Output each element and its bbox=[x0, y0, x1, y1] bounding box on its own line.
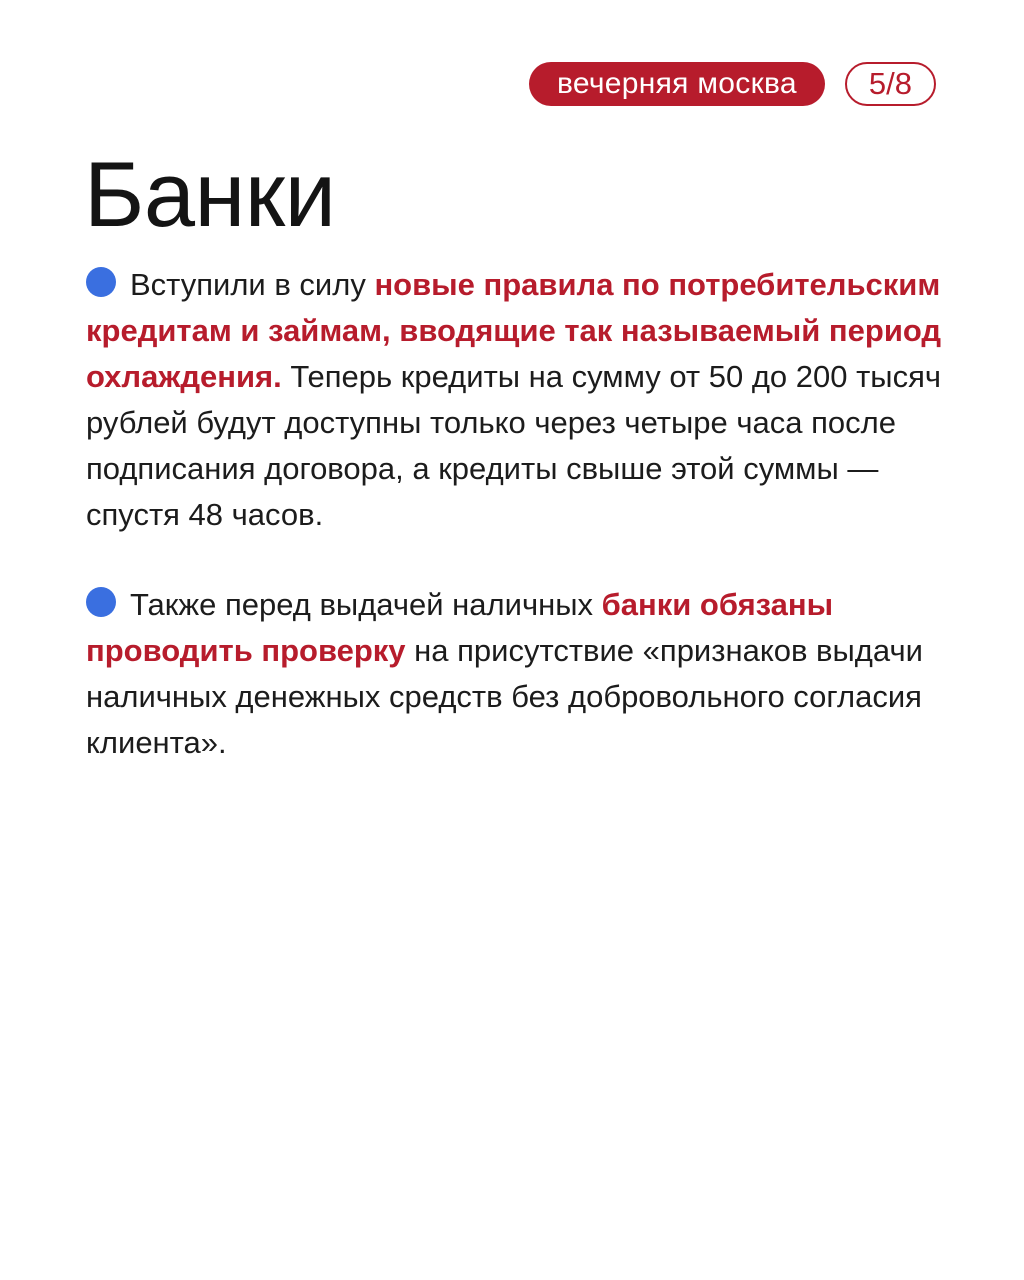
paragraph-highlight: новые правила по потребительским кредитам и займам, вводящие так называемый период охлаждения. bbox=[86, 267, 942, 394]
blue-dot-icon bbox=[86, 267, 116, 297]
page-title: Банки bbox=[84, 144, 336, 246]
paragraph-text-after: на присутствие «признаков выдачи наличных денежных средств без добровольного согласия клиента». bbox=[86, 633, 923, 760]
paragraph-text-before: Вступили в силу bbox=[130, 267, 375, 302]
page-counter: 5/8 bbox=[845, 62, 936, 106]
header bbox=[529, 62, 936, 106]
paragraph-cash-check bbox=[86, 582, 956, 766]
paragraph-cooling-period bbox=[86, 262, 956, 538]
paragraph-highlight: банки обязаны проводить проверку bbox=[86, 587, 834, 668]
brand-badge: вечерняя москва bbox=[529, 62, 825, 106]
content bbox=[86, 262, 956, 766]
paragraph-text-before: Также перед выдачей наличных bbox=[130, 587, 602, 622]
paragraph-text-after: Теперь кредиты на сумму от 50 до 200 тысяч рублей будут доступны только через четыре часа после подписания договора, а кредиты свыше этой суммы — спустя 48 часов. bbox=[86, 359, 942, 532]
blue-dot-icon bbox=[86, 587, 116, 617]
